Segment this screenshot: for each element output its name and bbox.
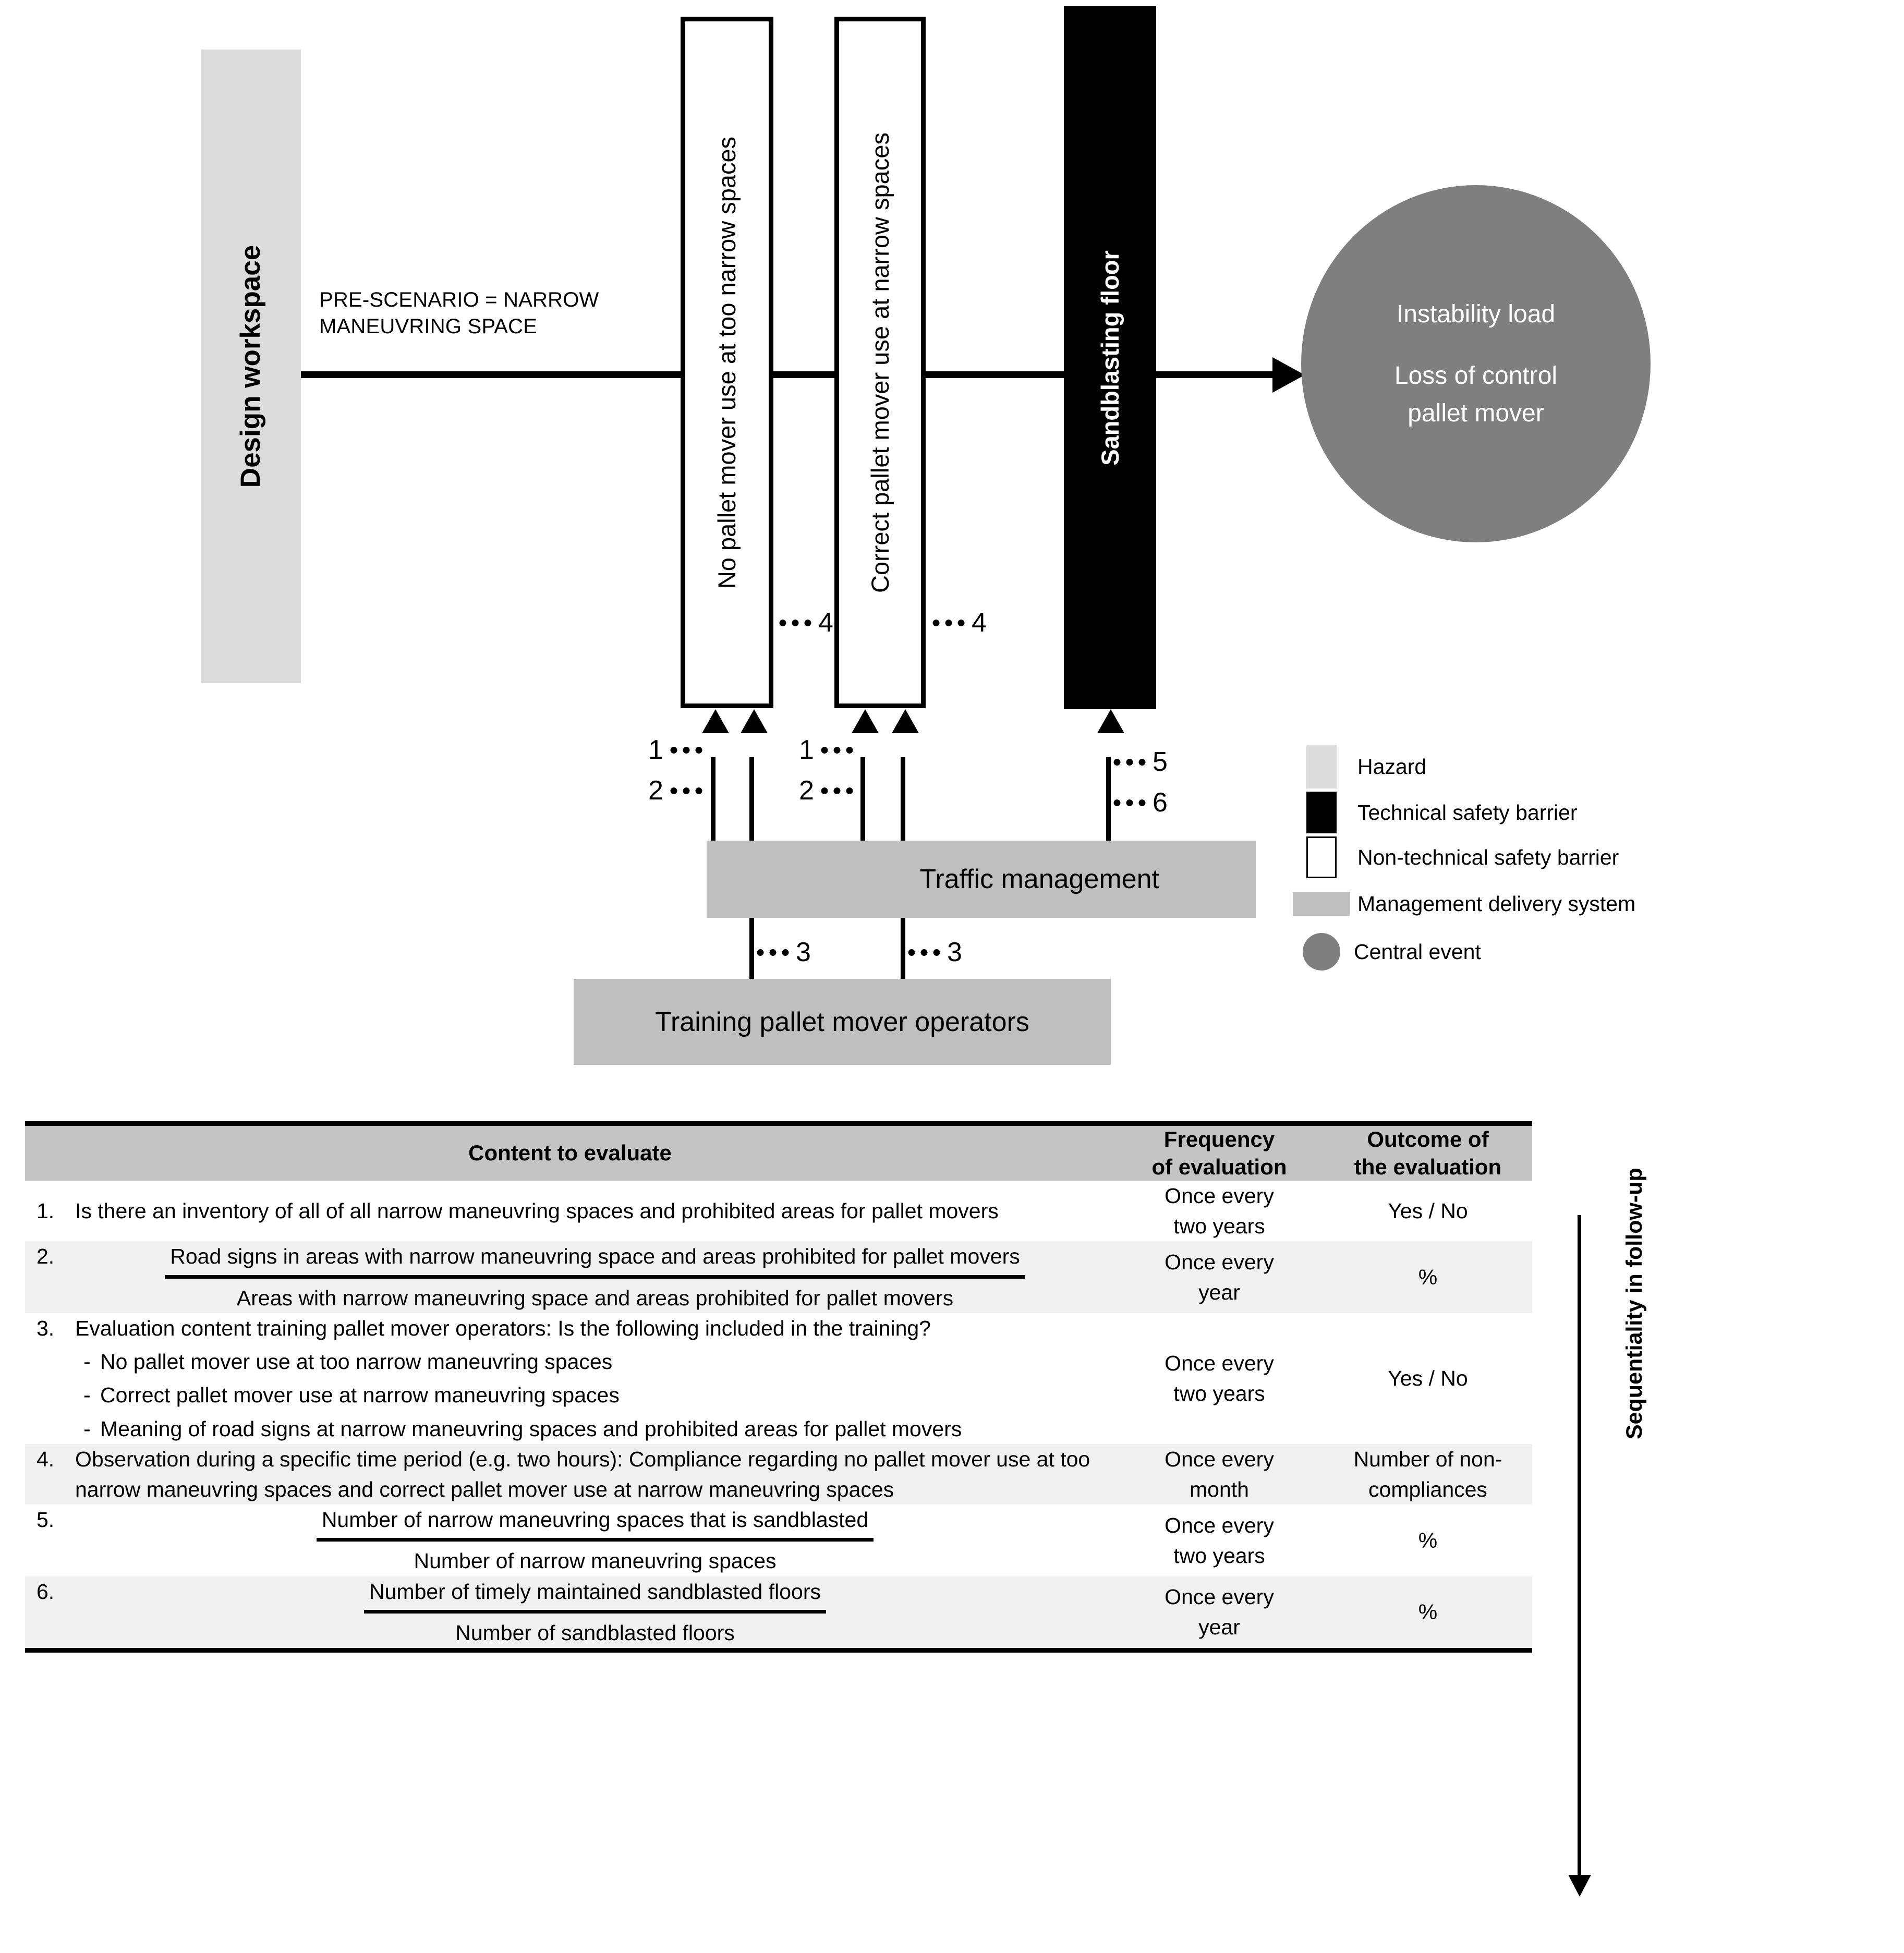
arrowhead-icon [892, 709, 919, 733]
row-2-frequency-line1: Once every [1165, 1250, 1274, 1274]
arrowhead-icon [702, 709, 729, 733]
row-1-frequency-line2: two years [1173, 1214, 1265, 1239]
pre-scenario-line2: MANEUVRING SPACE [319, 315, 538, 338]
row-6-frequency-line2: year [1198, 1615, 1240, 1640]
row-4-content-cell [25, 1444, 1115, 1505]
row-6-fraction [75, 1576, 1115, 1648]
row-4-frequency [1115, 1444, 1324, 1505]
arrowhead-icon [1097, 709, 1124, 733]
legend-label-nontechnical-barrier: Non-technical safety barrier [1357, 845, 1619, 869]
row-5-numerator: Number of narrow maneuvring spaces that is sandblasted [317, 1505, 874, 1542]
connector-number: 6 [1153, 787, 1168, 818]
barrier-no-pallet-mover-use [681, 17, 773, 708]
sequentiality-indicator [1567, 1168, 1838, 1903]
row-1-content-cell [25, 1181, 1115, 1241]
row-1-number: 1. [37, 1199, 55, 1223]
row-5-frequency-line2: two years [1173, 1543, 1265, 1568]
legend-item-central-event [1306, 928, 1828, 976]
connector-number: 1 [648, 735, 663, 765]
table-row [25, 1576, 1532, 1648]
connector-number: 5 [1153, 747, 1168, 777]
row-3-sublist [75, 1347, 1115, 1444]
connector-3-barrier1 [754, 939, 811, 966]
table-row [25, 1444, 1532, 1505]
row-2-outcome: % [1418, 1265, 1438, 1290]
row-3-frequency-line1: Once every [1165, 1351, 1274, 1376]
legend-label-hazard: Hazard [1357, 754, 1427, 779]
row-4-frequency-line2: month [1190, 1477, 1249, 1501]
header-frequency-line2: of evaluation [1151, 1154, 1287, 1179]
row-2-frequency-line2: year [1198, 1280, 1240, 1305]
sequentiality-arrow-line [1578, 1215, 1581, 1877]
dotted-line-icon [905, 949, 943, 956]
legend-swatch-nontechnical-icon [1306, 836, 1337, 878]
row-4-outcome [1324, 1444, 1532, 1505]
barrier-2-label: Correct pallet mover use at narrow spaces [866, 132, 894, 593]
connector-number: 1 [799, 735, 814, 765]
row-1-outcome: Yes / No [1388, 1199, 1468, 1223]
row-3-number: 3. [37, 1316, 55, 1340]
table-row [25, 1181, 1532, 1241]
row-4-outcome-line2: compliances [1368, 1477, 1487, 1501]
header-outcome-line1: Outcome of [1367, 1127, 1489, 1151]
row-1-frequency [1115, 1181, 1324, 1241]
row-3-frequency [1115, 1313, 1324, 1444]
arrowhead-icon [852, 709, 879, 733]
dotted-line-icon [754, 949, 792, 956]
connector-2-barrier2 [799, 777, 856, 804]
barrier-sandblasting-floor [1064, 6, 1156, 709]
connector-number: 3 [796, 937, 811, 967]
table-top-rule [25, 1121, 1532, 1126]
row-2-fraction [75, 1241, 1115, 1313]
mds-training-pallet-mover-operators [574, 979, 1111, 1065]
legend-label-management-delivery-system: Management delivery system [1357, 891, 1636, 916]
legend-label-technical-barrier: Technical safety barrier [1357, 800, 1578, 824]
row-3-text: Evaluation content training pallet mover operators: Is the following included in the training? [75, 1316, 931, 1340]
connector-4-barrier1 [777, 609, 833, 636]
table-header-row [25, 1126, 1532, 1181]
pre-scenario-line1: PRE-SCENARIO = NARROW [319, 288, 599, 311]
connector-1-barrier1 [648, 736, 705, 763]
row-6-numerator: Number of timely maintained sandblasted floors [364, 1576, 826, 1614]
row-5-fraction [75, 1505, 1115, 1576]
row-1-text: Is there an inventory of all of all narrow maneuvring spaces and prohibited areas for pallet movers [75, 1199, 999, 1223]
hazard-bar [201, 50, 301, 683]
central-event-circle [1301, 185, 1651, 542]
dotted-line-icon [1111, 799, 1148, 806]
row-2-content-cell [25, 1241, 1115, 1313]
connector-2-barrier1 [648, 777, 705, 804]
row-3-content-cell [25, 1313, 1115, 1444]
legend-swatch-technical-icon [1306, 792, 1337, 833]
connector-4-barrier2 [930, 609, 987, 636]
hazard-label: Design workspace [235, 245, 266, 488]
row-3-text-block [75, 1313, 1115, 1444]
sequentiality-arrowhead-icon [1568, 1875, 1591, 1897]
row-6-denominator: Number of sandblasted floors [455, 1620, 735, 1645]
pre-scenario-label [319, 287, 684, 340]
legend-item-hazard [1306, 743, 1828, 790]
dotted-line-icon [777, 620, 814, 626]
central-event-line3: pallet mover [1408, 399, 1544, 427]
connector-5-barrier3 [1111, 748, 1168, 775]
row-3-frequency-line2: two years [1173, 1381, 1265, 1406]
header-frequency-line1: Frequency [1163, 1127, 1275, 1151]
row-6-content-cell [25, 1576, 1115, 1648]
row-6-frequency-line1: Once every [1165, 1585, 1274, 1609]
legend-swatch-hazard-icon [1306, 745, 1337, 789]
hazard-to-event-arrowhead-icon [1272, 357, 1305, 393]
connector-1-barrier2 [799, 736, 856, 763]
connector-number: 4 [818, 608, 833, 638]
header-frequency-of-evaluation [1115, 1126, 1324, 1181]
dotted-line-icon [1111, 759, 1148, 766]
barrier-3-label: Sandblasting floor [1096, 250, 1124, 466]
row-3-outcome: Yes / No [1388, 1366, 1468, 1391]
row-6-outcome: % [1418, 1600, 1438, 1624]
connector-3-barrier2 [905, 939, 962, 966]
barrier-correct-pallet-mover-use [834, 17, 926, 708]
mds-traffic-management [707, 841, 1256, 918]
row-4-text: Observation during a specific time period (e.g. two hours): Compliance regarding no pallet mover use at too narrow maneuvring spaces and correct pallet mover use at narrow maneuvring spaces [75, 1447, 1090, 1501]
arrowhead-icon [741, 709, 768, 733]
sequentiality-label: Sequentiality in follow-up [1622, 1168, 1647, 1439]
row-4-frequency-line1: Once every [1165, 1447, 1274, 1471]
row-2-frequency [1115, 1241, 1324, 1313]
connector-number: 2 [648, 775, 663, 806]
dotted-line-icon [818, 787, 856, 794]
row-2-number: 2. [37, 1244, 55, 1269]
connector-6-barrier3 [1111, 789, 1168, 816]
row-3-sublist-item: - No pallet mover use at too narrow maneuvring spaces [75, 1347, 1115, 1377]
row-5-number: 5. [37, 1508, 55, 1532]
row-5-denominator: Number of narrow maneuvring spaces [414, 1549, 777, 1573]
dotted-line-icon [668, 747, 705, 754]
table-row [25, 1313, 1532, 1444]
evaluation-table [25, 1126, 1532, 1648]
legend-swatch-mds-icon [1293, 892, 1350, 916]
mds-training-label: Training pallet mover operators [655, 1006, 1029, 1037]
row-3-sublist-item: - Meaning of road signs at narrow maneuvring spaces and prohibited areas for pallet movers [75, 1414, 1115, 1444]
row-6-frequency [1115, 1576, 1324, 1648]
legend-item-management-delivery-system [1306, 880, 1828, 928]
central-event-line2: Loss of control [1394, 361, 1558, 390]
dotted-line-icon [930, 620, 967, 626]
row-6-number: 6. [37, 1579, 55, 1604]
row-5-frequency-line1: Once every [1165, 1513, 1274, 1537]
header-content-to-evaluate: Content to evaluate [468, 1141, 672, 1166]
row-5-frequency [1115, 1505, 1324, 1576]
table-row [25, 1505, 1532, 1576]
connector-number: 4 [972, 608, 987, 638]
table-bottom-rule [25, 1648, 1532, 1653]
row-4-number: 4. [37, 1447, 55, 1471]
barrier-1-label: No pallet mover use at too narrow spaces [713, 136, 741, 589]
central-event-line1: Instability load [1396, 300, 1556, 328]
row-3-sublist-item: - Correct pallet mover use at narrow maneuvring spaces [75, 1380, 1115, 1410]
mds-traffic-label: Traffic management [919, 864, 1159, 894]
header-outcome-line2: the evaluation [1354, 1154, 1502, 1179]
row-1-frequency-line1: Once every [1165, 1184, 1274, 1208]
legend-item-technical-barrier [1306, 790, 1828, 835]
connector-number: 3 [947, 937, 962, 967]
legend [1306, 743, 1828, 976]
row-5-content-cell [25, 1505, 1115, 1576]
connector-number: 2 [799, 775, 814, 806]
legend-label-central-event: Central event [1354, 939, 1481, 964]
row-5-outcome: % [1418, 1528, 1438, 1552]
dotted-line-icon [818, 747, 856, 754]
header-outcome-of-the-evaluation [1324, 1126, 1532, 1181]
table-row [25, 1241, 1532, 1313]
row-2-denominator: Areas with narrow maneuvring space and areas prohibited for pallet movers [236, 1285, 954, 1310]
dotted-line-icon [668, 787, 705, 794]
row-4-outcome-line1: Number of non- [1353, 1447, 1502, 1471]
legend-item-nontechnical-barrier [1306, 835, 1828, 880]
row-2-numerator: Road signs in areas with narrow maneuvring space and areas prohibited for pallet movers [165, 1241, 1025, 1278]
legend-swatch-central-event-icon [1303, 933, 1340, 971]
